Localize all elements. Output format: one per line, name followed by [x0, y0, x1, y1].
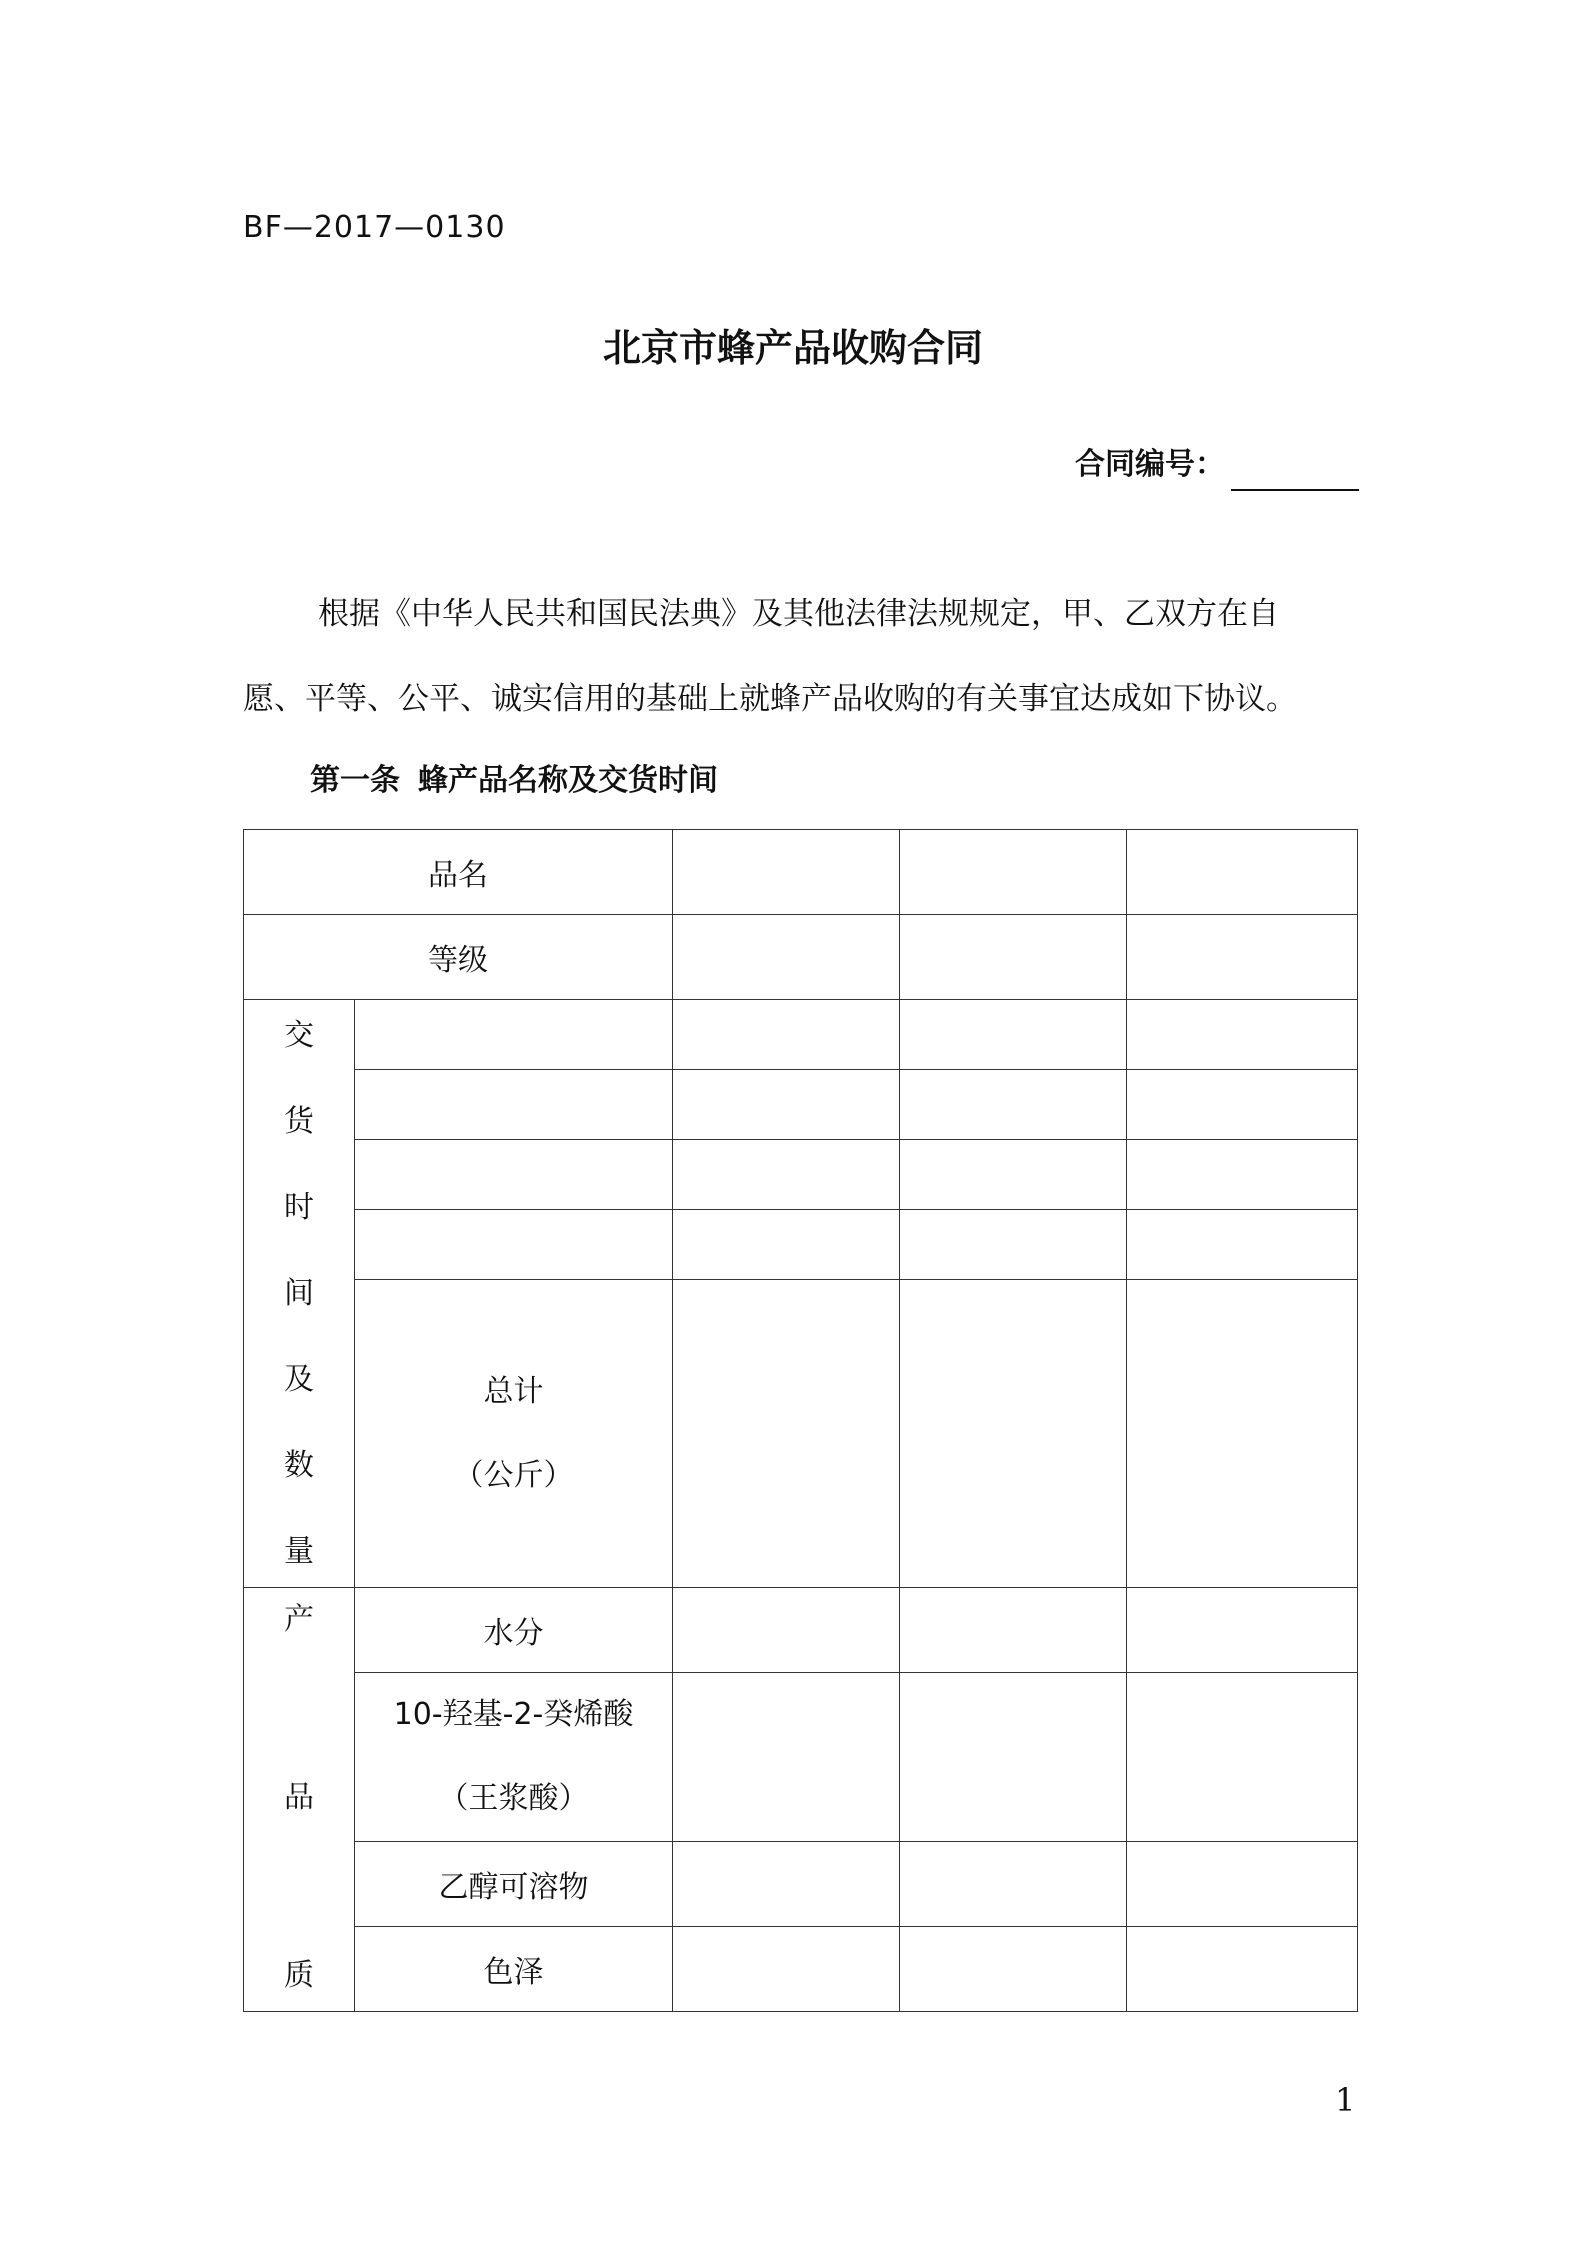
quality-label-char: 品 [284, 1779, 314, 1815]
table-cell[interactable] [900, 1070, 1127, 1140]
delivery-group-label [244, 1000, 355, 1588]
table-cell[interactable] [1127, 1210, 1358, 1280]
acid-label-line-2: （王浆酸） [438, 1781, 589, 1816]
article-number: 第一条 [310, 763, 400, 798]
article-1-heading [310, 760, 718, 802]
ethanol-soluble-label: 乙醇可溶物 [355, 1842, 673, 1927]
total-label-line-2: （公斤） [453, 1457, 574, 1493]
document-code: BF—2017—0130 [243, 210, 506, 245]
royal-jelly-acid-label [355, 1673, 673, 1842]
table-cell[interactable] [900, 1673, 1127, 1842]
delivery-label-char: 时 [284, 1189, 314, 1225]
table-cell[interactable] [900, 1588, 1127, 1673]
table-cell[interactable] [900, 1280, 1127, 1588]
table-cell[interactable] [673, 1140, 900, 1210]
page-number: 1 [1335, 2081, 1356, 2119]
table-row-delivery-1 [244, 1000, 1358, 1070]
table-row-moisture [244, 1588, 1358, 1673]
table-cell[interactable] [1127, 1673, 1358, 1842]
contract-number-label: 合同编号： [1075, 447, 1225, 482]
delivery-label-char: 数 [284, 1447, 314, 1483]
document-title: 北京市蜂产品收购合同 [602, 326, 983, 370]
table-cell[interactable] [673, 1927, 900, 2012]
table-cell[interactable] [355, 1210, 673, 1280]
table-cell[interactable] [1127, 1588, 1358, 1673]
table-cell[interactable] [673, 1280, 900, 1588]
total-label-line-1: 总计 [483, 1373, 544, 1409]
total-label [355, 1280, 673, 1588]
table-cell[interactable] [1127, 830, 1358, 915]
table-cell[interactable] [1127, 1927, 1358, 2012]
table-cell[interactable] [900, 830, 1127, 915]
table-cell[interactable] [673, 1842, 900, 1927]
table-cell[interactable] [900, 1842, 1127, 1927]
table-cell[interactable] [1127, 1140, 1358, 1210]
table-cell[interactable] [900, 1927, 1127, 2012]
table-cell[interactable] [673, 1673, 900, 1842]
moisture-label: 水分 [355, 1588, 673, 1673]
table-cell[interactable] [673, 830, 900, 915]
quality-label-char: 产 [284, 1601, 314, 1637]
intro-paragraph-line-1: 根据《中华人民共和国民法典》及其他法律法规规定，甲、乙双方在自 [318, 596, 1279, 632]
article-title: 蜂产品名称及交货时间 [418, 763, 718, 798]
table-cell[interactable] [1127, 1280, 1358, 1588]
table-cell[interactable] [900, 1000, 1127, 1070]
table-row-ethanol-soluble [244, 1842, 1358, 1927]
table-row-color [244, 1927, 1358, 2012]
delivery-label-char: 货 [284, 1103, 314, 1139]
table-row-delivery-3 [244, 1140, 1358, 1210]
table-cell[interactable] [673, 1588, 900, 1673]
contract-number-blank[interactable] [1231, 489, 1359, 491]
table-cell[interactable] [673, 1000, 900, 1070]
table-cell[interactable] [900, 1140, 1127, 1210]
table-cell[interactable] [355, 1140, 673, 1210]
delivery-label-char: 交 [284, 1017, 314, 1053]
product-name-label: 品名 [244, 830, 673, 915]
product-spec-table [243, 829, 1358, 2012]
table-row-delivery-4 [244, 1210, 1358, 1280]
table-cell[interactable] [1127, 915, 1358, 1000]
table-cell[interactable] [1127, 1070, 1358, 1140]
table-cell[interactable] [673, 1070, 900, 1140]
grade-label: 等级 [244, 915, 673, 1000]
table-cell[interactable] [673, 915, 900, 1000]
delivery-label-char: 间 [284, 1275, 314, 1311]
table-cell[interactable] [1127, 1000, 1358, 1070]
table-row-product-name [244, 830, 1358, 915]
table-row-delivery-2 [244, 1070, 1358, 1140]
table-cell[interactable] [900, 1210, 1127, 1280]
delivery-label-char: 量 [284, 1533, 314, 1569]
table-cell[interactable] [355, 1070, 673, 1140]
color-label: 色泽 [355, 1927, 673, 2012]
table-row-royal-jelly-acid [244, 1673, 1358, 1842]
table-cell[interactable] [900, 915, 1127, 1000]
quality-label-char: 质 [284, 1957, 314, 1993]
intro-paragraph-line-2: 愿、平等、公平、诚实信用的基础上就蜂产品收购的有关事宜达成如下协议。 [243, 681, 1297, 717]
table-row-total [244, 1280, 1358, 1588]
table-cell[interactable] [673, 1210, 900, 1280]
quality-group-label [244, 1588, 355, 2012]
table-cell[interactable] [355, 1000, 673, 1070]
table-row-grade [244, 915, 1358, 1000]
table-cell[interactable] [1127, 1842, 1358, 1927]
acid-label-line-1: 10-羟基-2-癸烯酸 [393, 1697, 634, 1732]
delivery-label-char: 及 [284, 1361, 314, 1397]
